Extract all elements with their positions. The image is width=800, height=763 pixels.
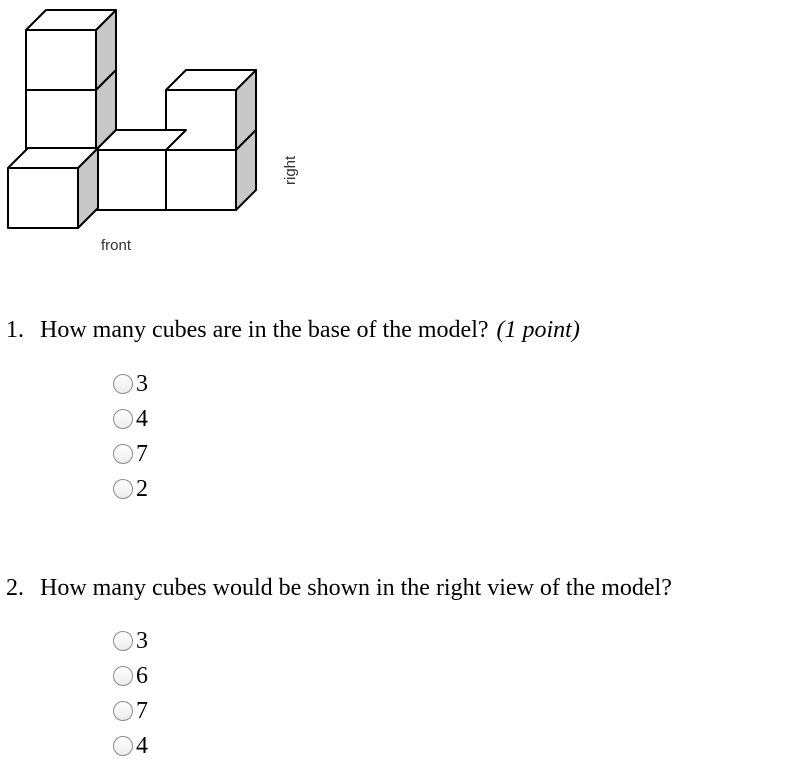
cube-middle-base-front <box>96 150 166 210</box>
answer-option[interactable] <box>113 401 148 436</box>
cube-right-base-front <box>166 150 236 210</box>
radio-button[interactable] <box>113 701 133 721</box>
radio-button[interactable] <box>113 631 133 651</box>
question-points: (1 point) <box>496 317 580 343</box>
right-view-label: right <box>282 155 299 185</box>
question-text: How many cubes are in the base of the model? <box>40 317 489 343</box>
cube-left-top-front <box>26 30 96 90</box>
option-label[interactable]: 4 <box>136 732 148 759</box>
cube-model-drawing <box>0 0 340 270</box>
cube-model-figure <box>0 0 340 270</box>
option-label[interactable]: 4 <box>136 405 148 432</box>
question-1-options <box>113 366 148 506</box>
option-label[interactable]: 7 <box>136 440 148 467</box>
answer-option[interactable] <box>113 728 148 763</box>
question-text: How many cubes would be shown in the right view of the model? <box>40 575 672 601</box>
cube-front-front <box>8 168 78 228</box>
question-2 <box>6 574 672 602</box>
answer-option[interactable] <box>113 658 148 693</box>
question-2-options <box>113 623 148 763</box>
radio-button[interactable] <box>113 479 133 499</box>
option-label[interactable]: 6 <box>136 662 148 689</box>
radio-button[interactable] <box>113 666 133 686</box>
front-view-label: front <box>101 237 132 254</box>
question-number: 2. <box>6 575 24 601</box>
radio-button[interactable] <box>113 374 133 394</box>
question-number: 1. <box>6 317 24 343</box>
radio-button[interactable] <box>113 736 133 756</box>
option-label[interactable]: 7 <box>136 697 148 724</box>
answer-option[interactable] <box>113 366 148 401</box>
answer-option[interactable] <box>113 436 148 471</box>
option-label[interactable]: 3 <box>136 627 148 654</box>
cube-left-middle-front <box>26 90 96 150</box>
option-label[interactable]: 3 <box>136 370 148 397</box>
cube-right-top-front <box>166 90 236 150</box>
option-label[interactable]: 2 <box>136 475 148 502</box>
answer-option[interactable] <box>113 471 148 506</box>
radio-button[interactable] <box>113 444 133 464</box>
question-1 <box>6 316 580 344</box>
answer-option[interactable] <box>113 623 148 658</box>
radio-button[interactable] <box>113 409 133 429</box>
answer-option[interactable] <box>113 693 148 728</box>
